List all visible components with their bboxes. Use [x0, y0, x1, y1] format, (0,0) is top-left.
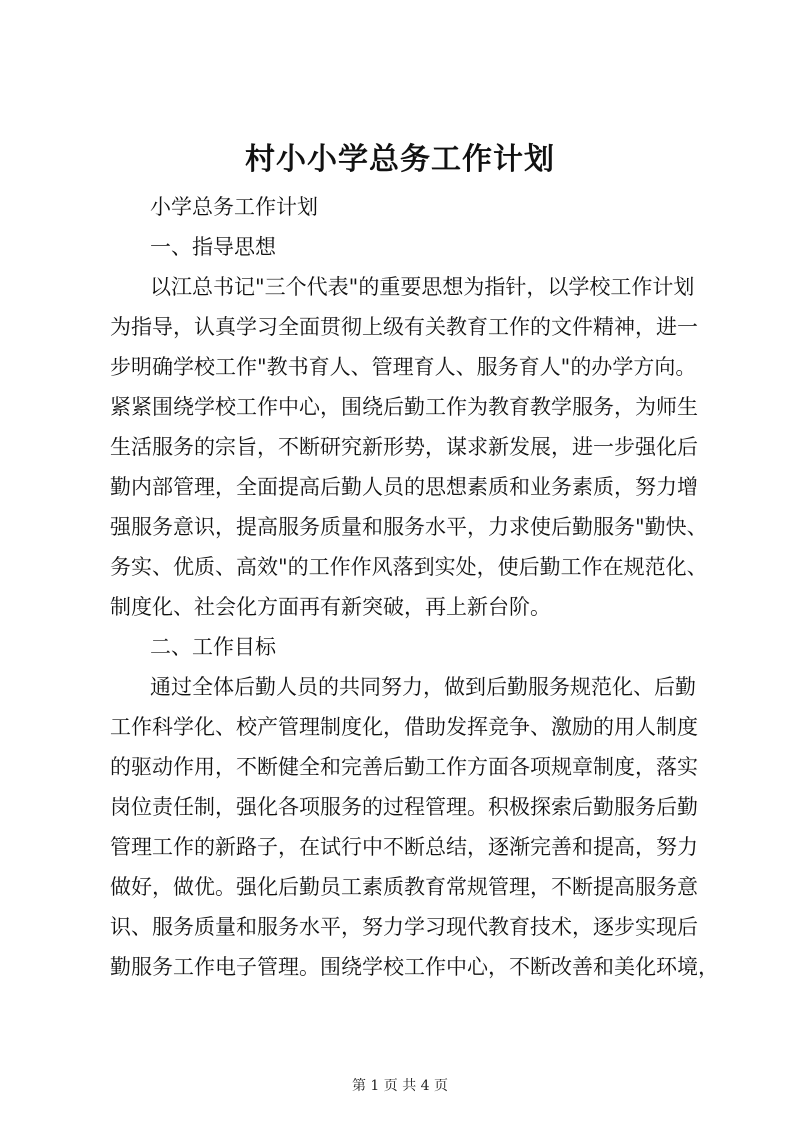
paragraph-line: 务实、优质、高效"的工作作风落到实处，使后勤工作在规范化、 [110, 555, 708, 579]
paragraph-line: 的驱动作用，不断健全和完善后勤工作方面各项规章制度，落实 [110, 755, 698, 779]
paragraph-line: 强服务意识，提高服务质量和服务水平，力求使后勤服务"勤快、 [110, 515, 708, 539]
paragraph-line: 勤内部管理，全面提高后勤人员的思想素质和业务素质，努力增 [110, 475, 698, 499]
page-number-footer: 第 1 页 共 4 页 [351, 1078, 449, 1094]
paragraph-line: 勤服务工作电子管理。围绕学校工作中心，不断改善和美化环境， [110, 955, 719, 979]
paragraph-line: 紧紧围绕学校工作中心，围绕后勤工作为教育教学服务，为师生 [110, 395, 698, 419]
paragraph-line: 以江总书记"三个代表"的重要思想为指针，以学校工作计划 [150, 275, 695, 299]
paragraph-line: 识、服务质量和服务水平，努力学习现代教育技术，逐步实现后 [110, 915, 698, 939]
section-heading-guiding-ideology: 一、指导思想 [150, 235, 276, 259]
paragraph-line: 岗位责任制，强化各项服务的过程管理。积极探索后勤服务后勤 [110, 795, 698, 819]
paragraph-line: 管理工作的新路子，在试行中不断总结，逐渐完善和提高，努力 [110, 835, 698, 859]
document-title: 村小小学总务工作计划 [245, 142, 555, 177]
subtitle-line: 小学总务工作计划 [150, 195, 318, 219]
paragraph-line: 制度化、社会化方面再有新突破，再上新台阶。 [110, 595, 551, 619]
paragraph-line: 生活服务的宗旨，不断研究新形势，谋求新发展，进一步强化后 [110, 435, 698, 459]
section-heading-work-goals: 二、工作目标 [150, 635, 276, 659]
paragraph-line: 工作科学化、校产管理制度化，借助发挥竞争、激励的用人制度 [110, 715, 698, 739]
paragraph-line: 做好，做优。强化后勤员工素质教育常规管理，不断提高服务意 [110, 875, 698, 899]
paragraph-line: 步明确学校工作"教书育人、管理育人、服务育人"的办学方向。 [110, 355, 697, 379]
paragraph-line: 通过全体后勤人员的共同努力，做到后勤服务规范化、后勤 [150, 675, 696, 699]
paragraph-line: 为指导，认真学习全面贯彻上级有关教育工作的文件精神，进一 [110, 315, 698, 339]
